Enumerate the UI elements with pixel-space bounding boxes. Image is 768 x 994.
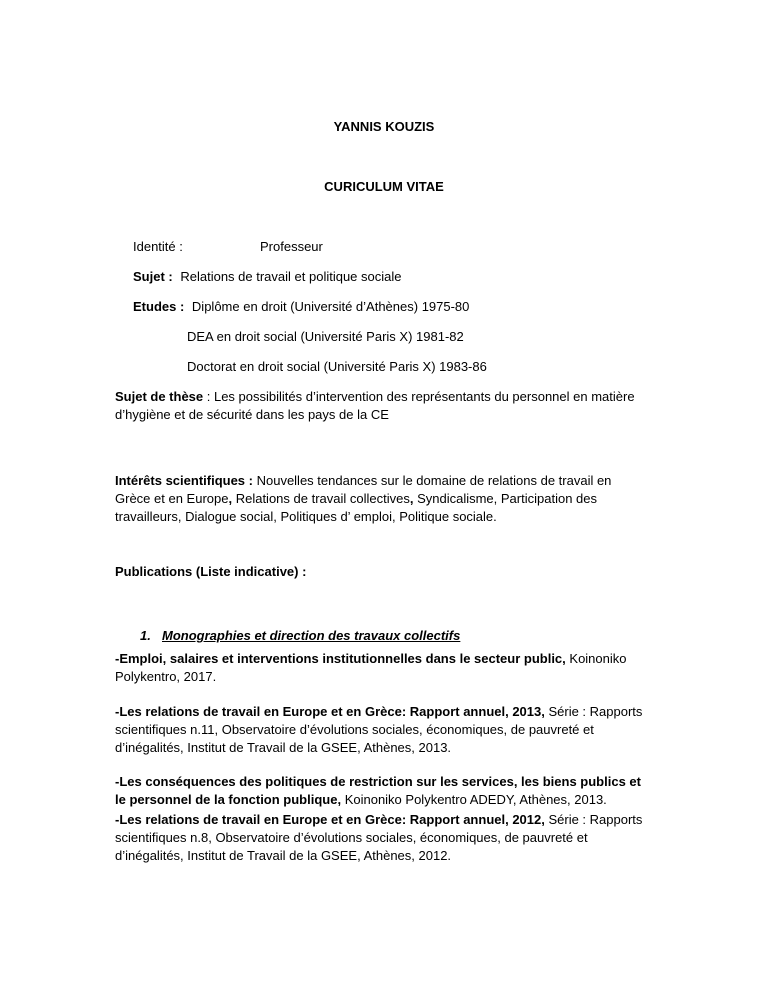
publication-title: -Les relations de travail en Europe et en Grèce: Rapport annuel, 2013, [115, 704, 545, 719]
sujet-value: Relations de travail et politique sociale [180, 269, 402, 284]
these-label: Sujet de thèse [115, 389, 204, 404]
publication-title: -Emploi, salaires et interventions institutionnelles dans le secteur public, [115, 651, 566, 666]
etudes-item: Doctorat en droit social (Université Paris X) 1983-86 [187, 359, 487, 374]
publications-heading: Publications (Liste indicative) : [115, 564, 307, 579]
interets-part1: Nouvelles tendances sur le domaine de relations de travail en Grèce et en Europe [115, 473, 612, 506]
publication-title: -Les conséquences des politiques de restriction sur les services, les biens publics et le personnel de la fonction publique, [115, 774, 641, 807]
section-number: 1. [140, 628, 151, 643]
etudes-item: Diplôme en droit (Université d’Athènes) 1975-80 [191, 299, 470, 314]
etudes-item: DEA en droit social (Université Paris X) 1981-82 [187, 329, 464, 344]
publication-details: Série : Rapports scientifiques n.8, Observatoire d’évolutions sociales, économiques, de pauvreté et d’inégalités, Institut de Travail de la GSEE, Athènes, 2012. [115, 812, 643, 863]
identite-value: Professeur [260, 239, 323, 254]
publication-details: Série : Rapports scientifiques n.11, Observatoire d’évolutions sociales, économiques, de pauvreté et d’inégalités, Institut de Travail de la GSEE, Athènes, 2013. [115, 704, 643, 755]
etudes-label: Etudes : [133, 299, 185, 314]
publication-details: Koinoniko Polykentro ADEDY, Athènes, 2013. [341, 791, 607, 807]
section-title: Monographies et direction des travaux collectifs [162, 628, 461, 643]
interets-label: Intérêts scientifiques : [115, 473, 257, 488]
these-value: : Les possibilités d’intervention des représentants du personnel en matière d’hygiène et de sécurité dans les pays de la CE [115, 389, 635, 422]
publication-item [115, 811, 655, 865]
interets-part3: Syndicalisme, Participation des travailleurs, Dialogue social, Politiques d’ emploi, Politique sociale. [115, 490, 597, 524]
interets-sep: , [228, 490, 236, 506]
publication-item [115, 703, 655, 757]
publication-details: Koinoniko Polykentro, 2017. [115, 651, 627, 684]
etudes-row [133, 298, 469, 316]
publication-item [115, 773, 655, 809]
sujet-row [133, 268, 402, 286]
interets-paragraph [115, 472, 635, 526]
these-paragraph [115, 388, 635, 424]
sujet-label: Sujet : [133, 269, 173, 284]
interets-sep: , [409, 490, 418, 506]
section-heading [140, 627, 460, 645]
interets-part2: Relations de travail collectives [235, 490, 410, 506]
publication-item [115, 650, 655, 686]
author-name: YANNIS KOUZIS [333, 119, 435, 134]
cv-title: CURICULUM VITAE [324, 179, 444, 194]
identite-label: Identité : [133, 239, 183, 254]
publication-title: -Les relations de travail en Europe et en Grèce: Rapport annuel, 2012, [115, 812, 545, 827]
